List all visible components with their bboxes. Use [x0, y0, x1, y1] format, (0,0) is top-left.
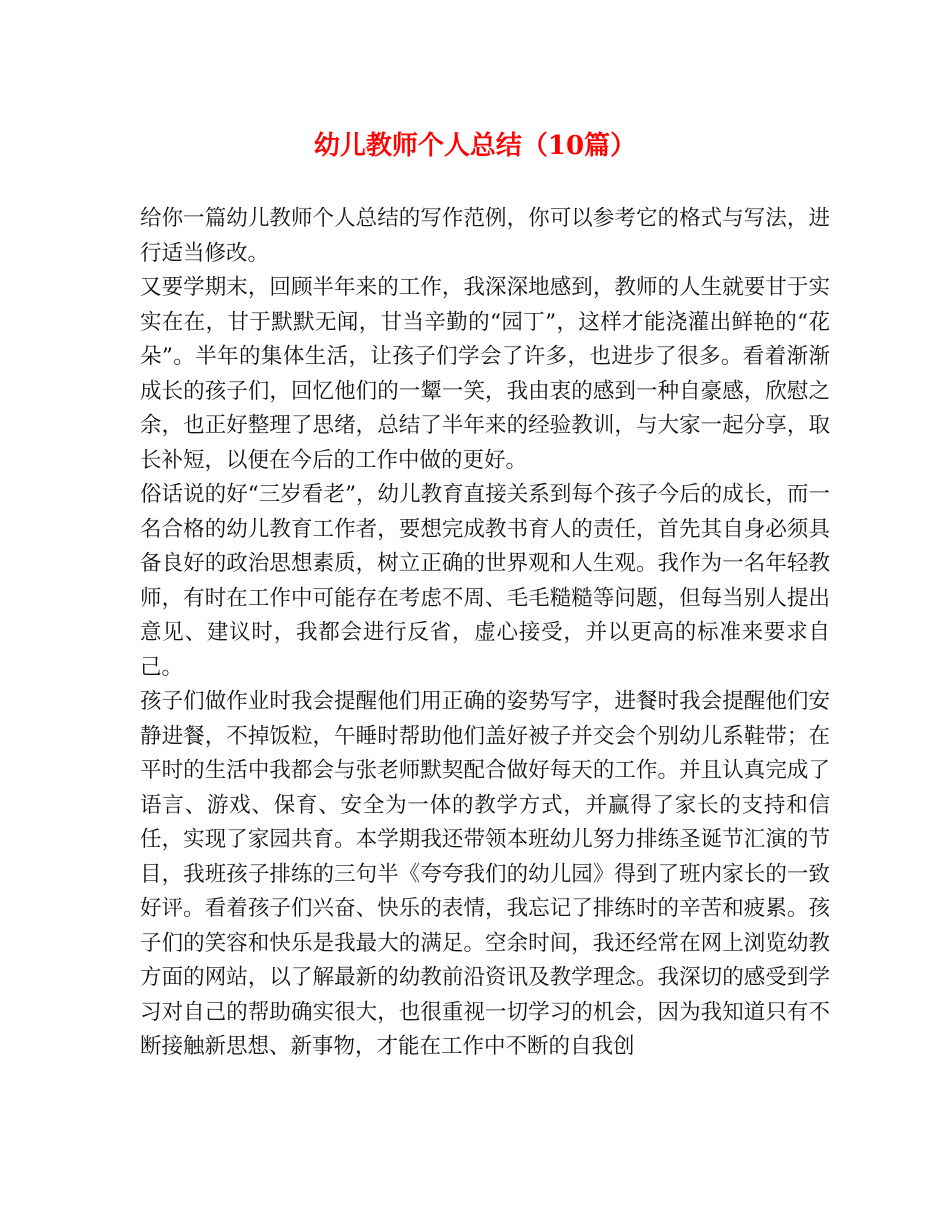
document-body	[140, 202, 830, 1065]
paragraph-daily-work: 孩子们做作业时我会提醒他们用正确的姿势写字，进餐时我会提醒他们安静进餐，不掉饭粒，午睡时帮助他们盖好被子并交会个别幼儿系鞋带；在平时的生活中我都会与张老师默契配合做好每天的工作。并且认真完成了语言、游戏、保育、安全为一体的教学方式，并赢得了家长的支持和信任，实现了家园共育。本学期我还带领本班幼儿努力排练圣诞节汇演的节目，我班孩子排练的三句半《夸夸我们的幼儿园》得到了班内家长的一致好评。看着孩子们兴奋、快乐的表情，我忘记了排练时的辛苦和疲累。孩子们的笑容和快乐是我最大的满足。空余时间，我还经常在网上浏览幼教方面的网站，以了解最新的幼教前沿资讯及教学理念。我深切的感受到学习对自己的帮助确实很大，也很重视一切学习的机会，因为我知道只有不断接触新思想、新事物，才能在工作中不断的自我创	[140, 689, 830, 1059]
paragraph-reflection: 又要学期末，回顾半年来的工作，我深深地感到，教师的人生就要甘于实实在在，甘于默默无闻，甘当辛勤的“园丁”，这样才能浇灌出鲜艳的“花朵”。半年的集体生活，让孩子们学会了许多，也进步了很多。看着渐渐成长的孩子们，回忆他们的一颦一笑，我由衷的感到一种自豪感，欣慰之余，也正好整理了思绪，总结了半年来的经验教训，与大家一起分享，取长补短，以便在今后的工作中做的更好。	[140, 275, 830, 473]
paragraph-intro: 给你一篇幼儿教师个人总结的写作范例，你可以参考它的格式与写法，进行适当修改。	[140, 206, 830, 266]
paragraph-quality: 俗话说的好“三岁看老”，幼儿教育直接关系到每个孩子今后的成长，而一名合格的幼儿教育工作者，要想完成教书育人的责任，首先其自身必须具备良好的政治思想素质，树立正确的世界观和人生观。我作为一名年轻教师，有时在工作中可能存在考虑不周、毛毛糙糙等问题，但每当别人提出意见、建议时，我都会进行反省，虚心接受，并以更高的标准来要求自己。	[140, 482, 830, 680]
document-title: 幼儿教师个人总结（10篇）	[313, 131, 637, 161]
